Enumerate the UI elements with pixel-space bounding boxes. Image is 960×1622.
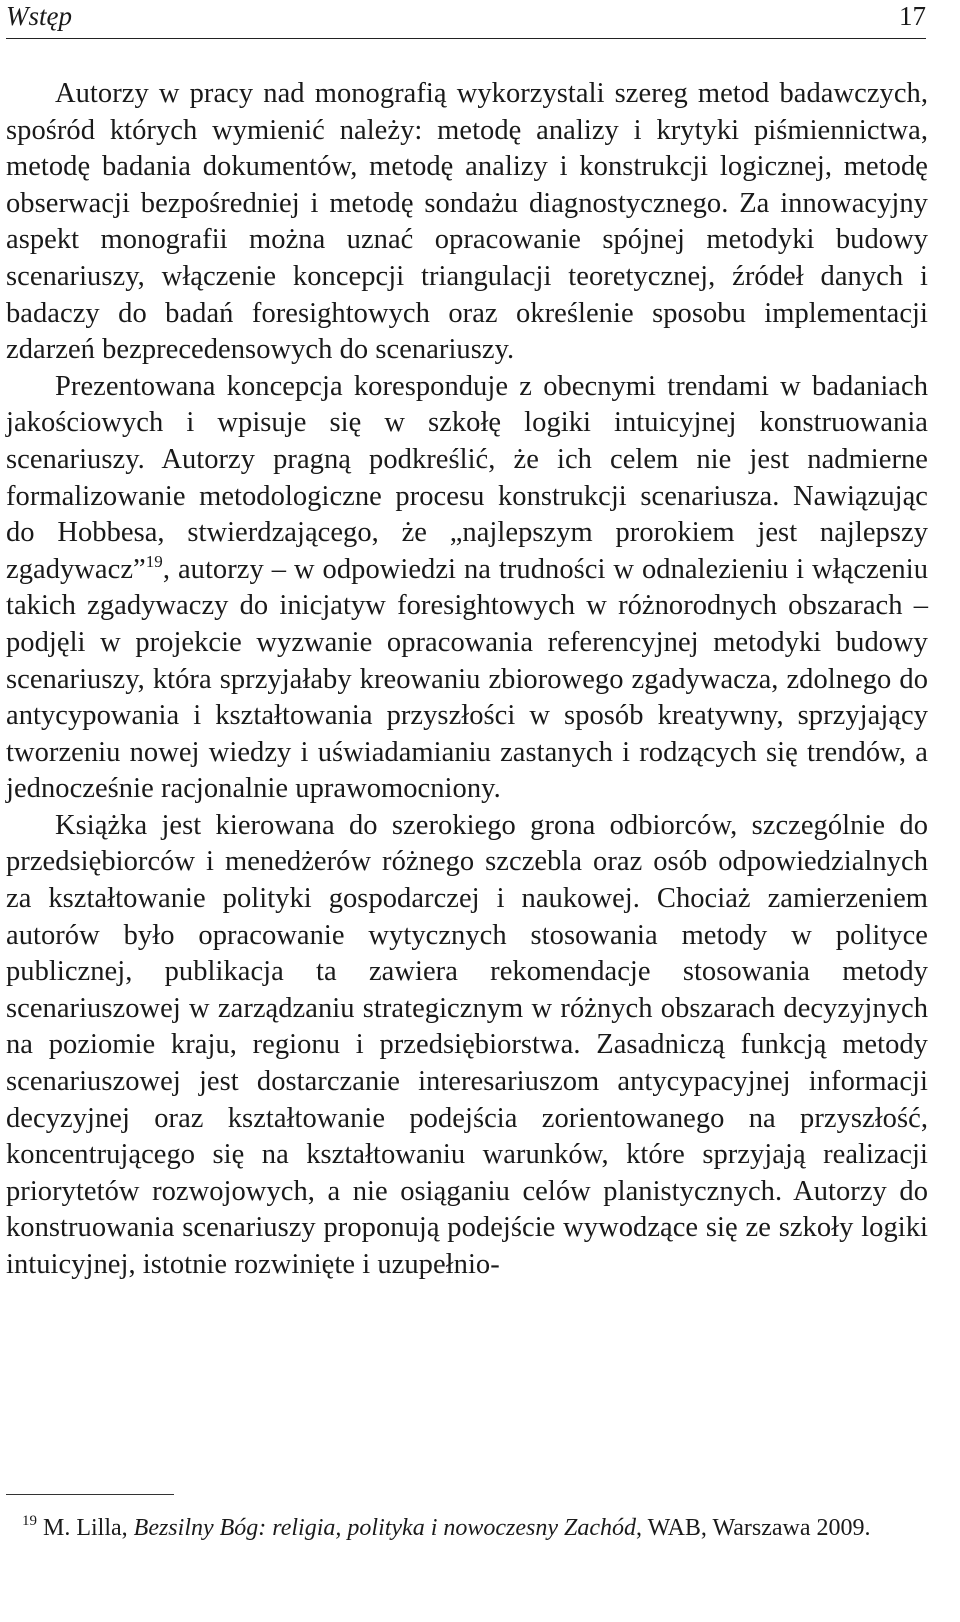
footnote: [6, 1512, 928, 1544]
running-head: [6, 0, 926, 39]
paragraph-2-text-b: , autorzy – w odpowiedzi na trudności w odnalezieniu i włączeniu takich zgadywaczy do inicjatyw foresightowych w różnorodnych obszarach – podjęli w projekcie wyzwanie opracowania referencyjnej metodyki budowy scenariuszy, która sprzyjałaby kreowaniu zbiorowego zgadywacza, zdolnego do antycypowania i kształtowania przyszłości w sposób kreatywny, sprzyjający tworzeniu nowej wiedzy i uświadamianiu zastanych i rodzących się trendów, a jednocześnie racjonalnie uprawomocniony.: [6, 553, 928, 805]
footnote-number: 19: [22, 1513, 37, 1529]
section-title: Wstęp: [6, 1, 72, 31]
paragraph-1: Autorzy w pracy nad monografią wykorzystali szereg metod badawczych, spośród których wymienić należy: metodę analizy i krytyki piśmiennictwa, metodę badania dokumentów, metodę analizy i konstrukcji logicznej, metodę obserwacji bezpośredniej i metodę sondażu diagnostycznego. Za innowacyjny aspekt monografii można uznać opracowanie spójnej metodyki budowy scenariuszy, włączenie koncepcji triangulacji teoretycznej, źródeł danych i badaczy do badań foresightowych oraz określenie sposobu implementacji zdarzeń bezprecedensowych do scenariuszy.: [6, 78, 928, 366]
footnote-publisher: , WAB, Warszawa 2009.: [636, 1515, 871, 1541]
page-number: 17: [899, 1, 926, 31]
main-text: [6, 76, 928, 1284]
paragraph-2-text-a: Prezentowana koncepcja koresponduje z obecnymi trendami w badaniach jakościowych i wpisuje się w szkołę logiki intuicyjnej konstruowania scenariuszy. Autorzy pragną podkreślić, że ich celem nie jest nadmierne formalizowanie metodologiczne procesu konstrukcji scenariusza. Nawiązując do Hobbesa, stwierdzającego, że „najlepszym prorokiem jest najlepszy zgadywacz”: [6, 370, 928, 585]
paragraph-3: Książka jest kierowana do szerokiego grona odbiorców, szczególnie do przedsiębiorców i menedżerów różnego szczebla oraz osób odpowiedzialnych za kształtowanie polityki gospodarczej i naukowej. Chociaż zamierzeniem autorów było opracowanie wytycznych stosowania metody w polityce publicznej, publikacja ta zawiera rekomendacje stosowania metody scenariuszowej w zarządzaniu strategicznym w różnych obszarach decyzyjnych na poziomie kraju, regionu i przedsiębiorstwa. Zasadniczą funkcją metody scenariuszowej jest dostarczanie interesariuszom antycypacyjnej informacji decyzyjnej oraz kształtowanie podejścia zorientowanego na przyszłość, koncentrującego się na kształtowaniu warunków, które sprzyjają realizacji priorytetów rozwojowych, a nie osiąganiu celów planistycznych. Autorzy do konstruowania scenariuszy proponują podejście wywodzące się ze szkoły logiki intuicyjnej, istotnie rozwinięte i uzupełnio-: [6, 809, 928, 1280]
footnote-divider: [6, 1494, 174, 1495]
footnote-author: M. Lilla,: [43, 1515, 128, 1541]
footnote-book-title: Bezsilny Bóg: religia, polityka i nowoczesny Zachód: [133, 1515, 637, 1541]
paragraph-2: [6, 369, 928, 808]
footnote-reference[interactable]: 19: [145, 551, 163, 571]
